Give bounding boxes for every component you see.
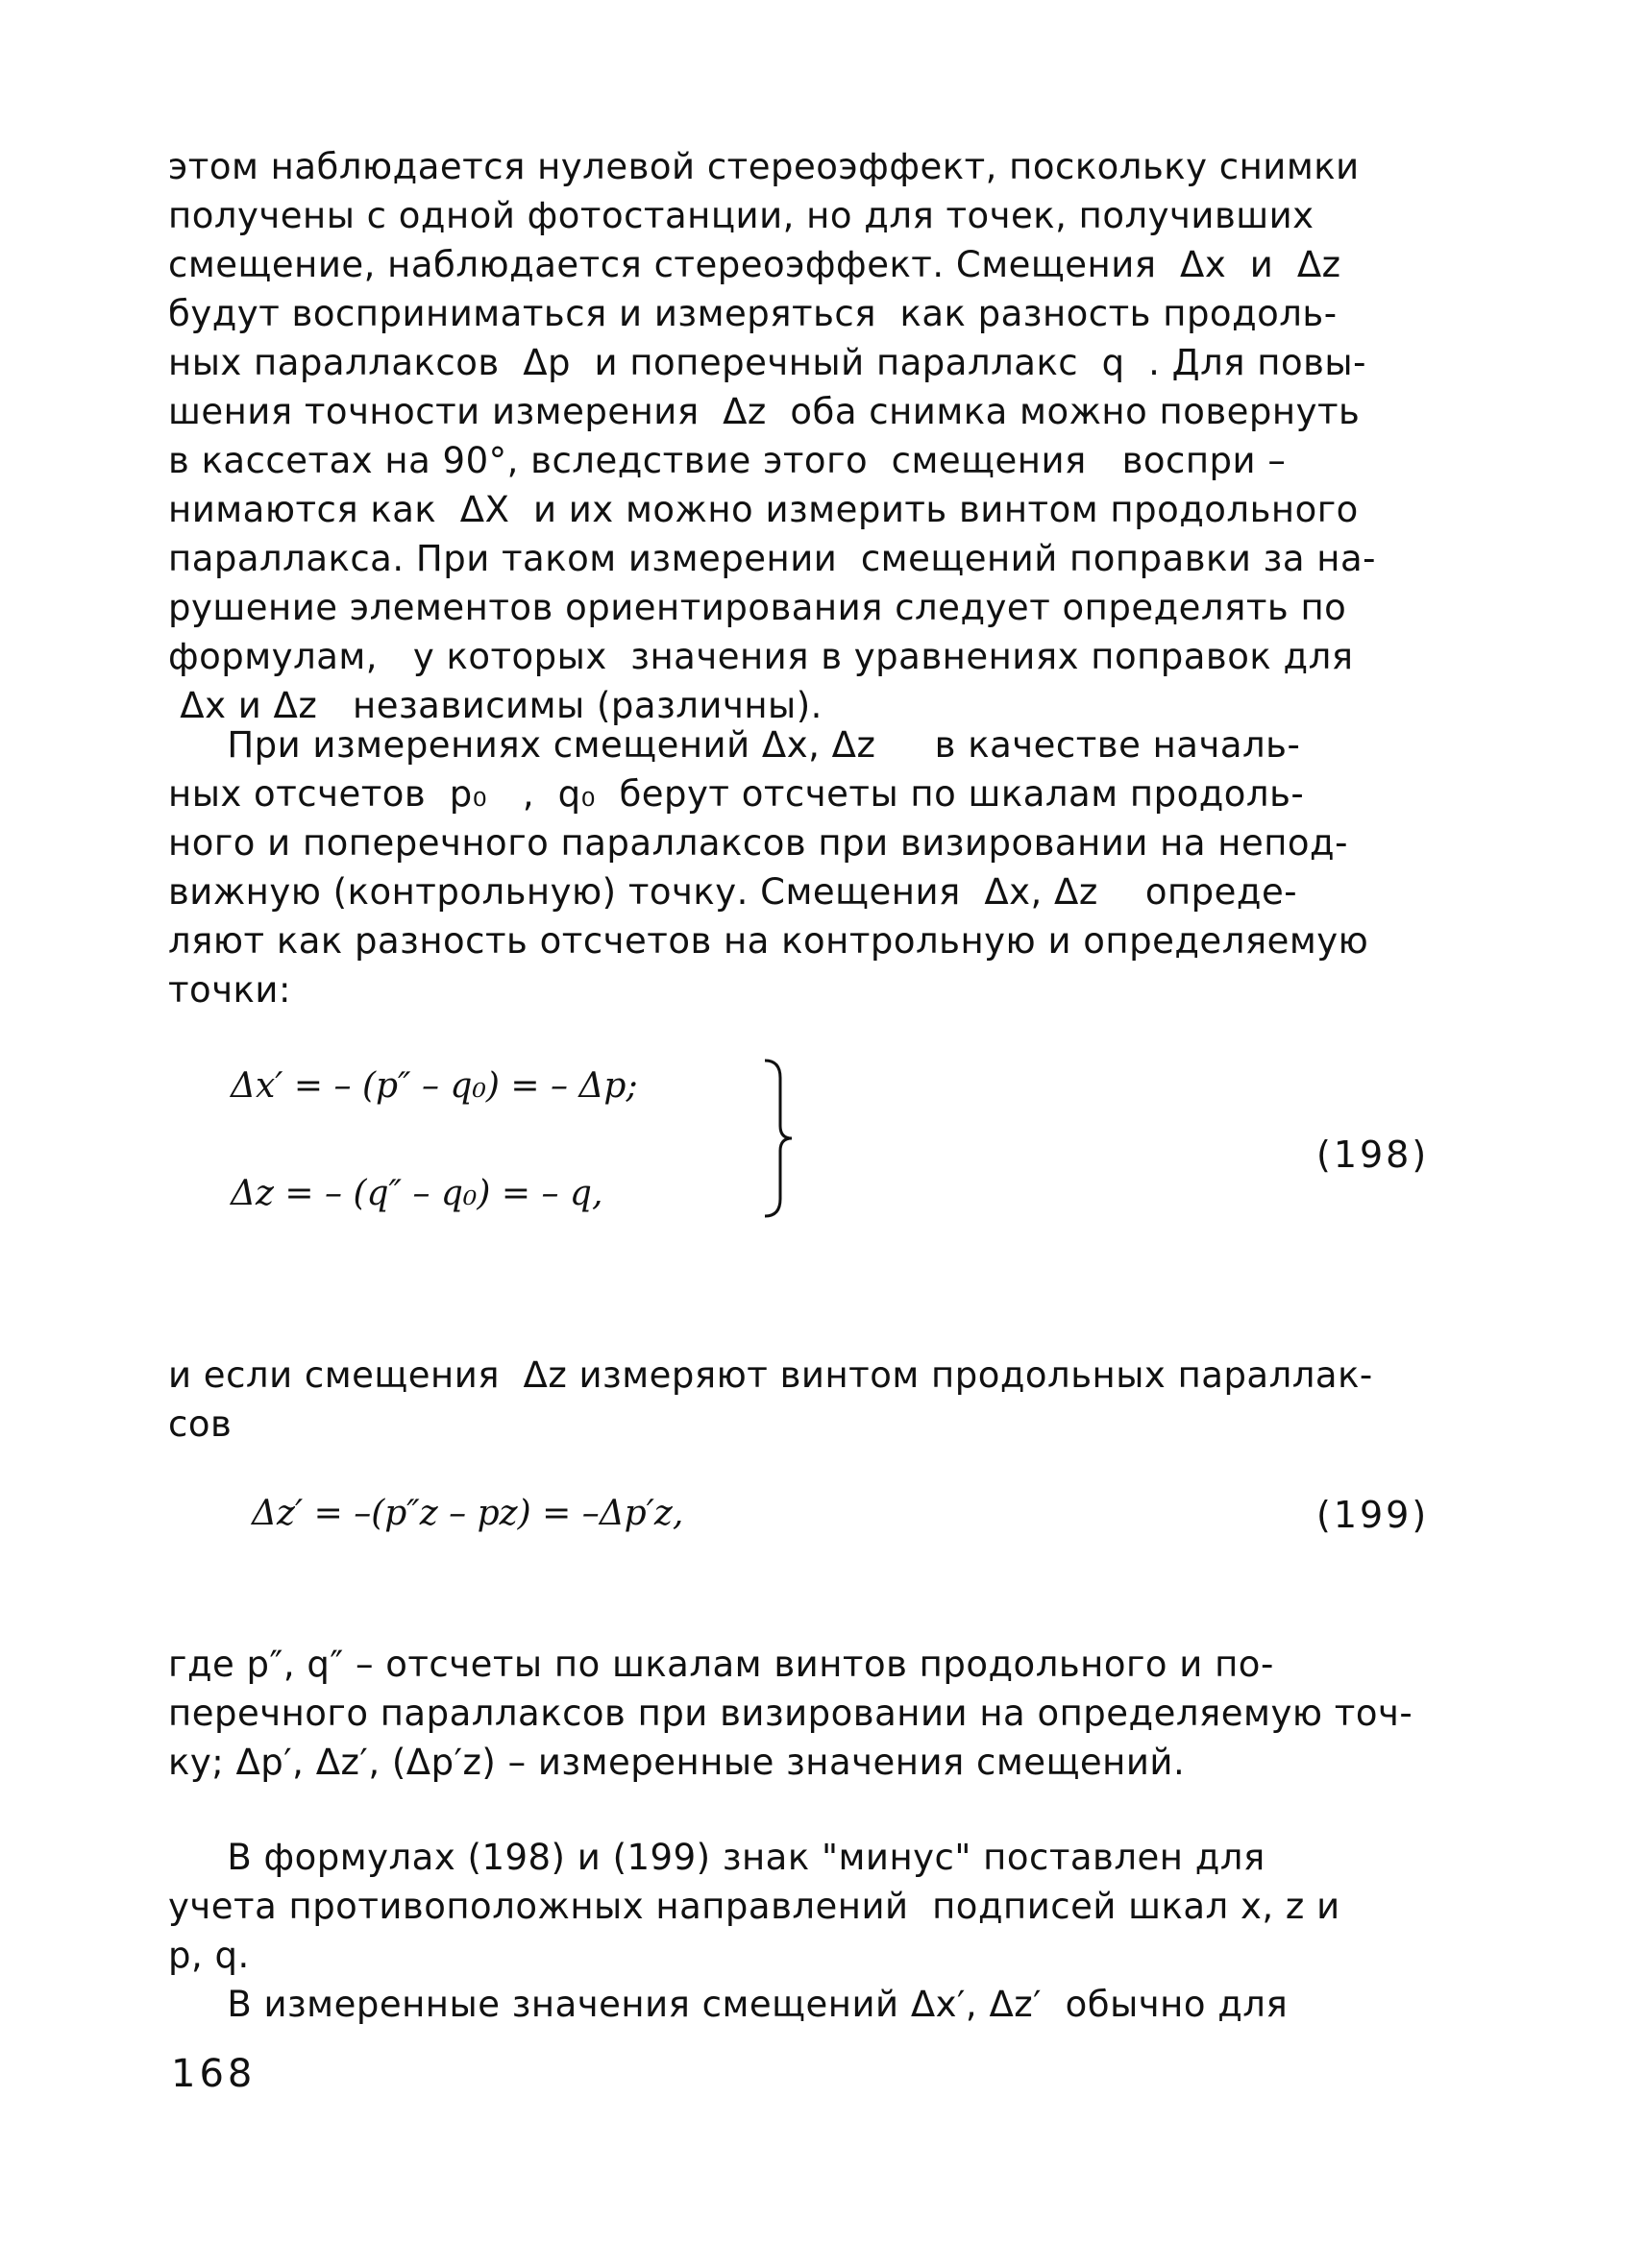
paragraph-2: При измерениях смещений Δx, Δz в качестве началь- ных отсчетов p₀ , q₀ берут отсчеты по шкалам продоль- ного и поперечного параллаксов при визировании на непод- вижную (контрольную) точку. Смещения Δx, Δz опреде- ляют как разность отсчетов на контрольную и определяемую точки: bbox=[168, 724, 1369, 1011]
paragraph-1: этом наблюдается нулевой стереоэффект, поскольку снимки получены с одной фотостанции, но для точек, получивших смещение, наблюдается стереоэффект. Смещения Δx и Δz будут восприниматься и измеряться как разность продоль- ных параллаксов Δp и поперечный параллакс q . Для повы- шения точности измерения Δz оба снимка можно повернуть в кассетах на 90°, вследствие этого смещения воспри – нимаются как ΔX и их можно измерить винтом продольного параллакса. При таком измерении смещений поправки за на- рушение элементов ориентирования следует определять по формулам, у которых значения в уравнениях поправок для Δx и Δz независимы (различны). bbox=[168, 146, 1376, 726]
right-brace-icon bbox=[759, 1057, 798, 1220]
equation-198-line-2: Δz = – (q″ – q₀) = – q, bbox=[231, 1174, 603, 1213]
paragraph-3: и если смещения Δz измеряют винтом продольных параллак- сов bbox=[168, 1354, 1373, 1445]
equation-199: Δz′ = –(p″z – pz) = –Δp′z, bbox=[252, 1494, 684, 1533]
equation-number-198: (198) bbox=[1316, 1134, 1430, 1176]
page-number: 168 bbox=[171, 2052, 257, 2096]
equation-198-line-1: Δx′ = – (p″ – q₀) = – Δp; bbox=[231, 1066, 638, 1106]
paragraph-5: В формулах (198) и (199) знак "минус" поставлен для учета противоположных направлений подписей шкал x, z и p, q. В измеренные значения смещений Δx′, Δz′ обычно для bbox=[168, 1837, 1340, 2025]
equation-number-199: (199) bbox=[1316, 1494, 1430, 1536]
paragraph-4: где p″, q″ – отсчеты по шкалам винтов продольного и по- перечного параллаксов при визировании на определяемую точ- ку; Δp′, Δz′, (Δp′z) – измеренные значения смещений. bbox=[168, 1644, 1413, 1783]
